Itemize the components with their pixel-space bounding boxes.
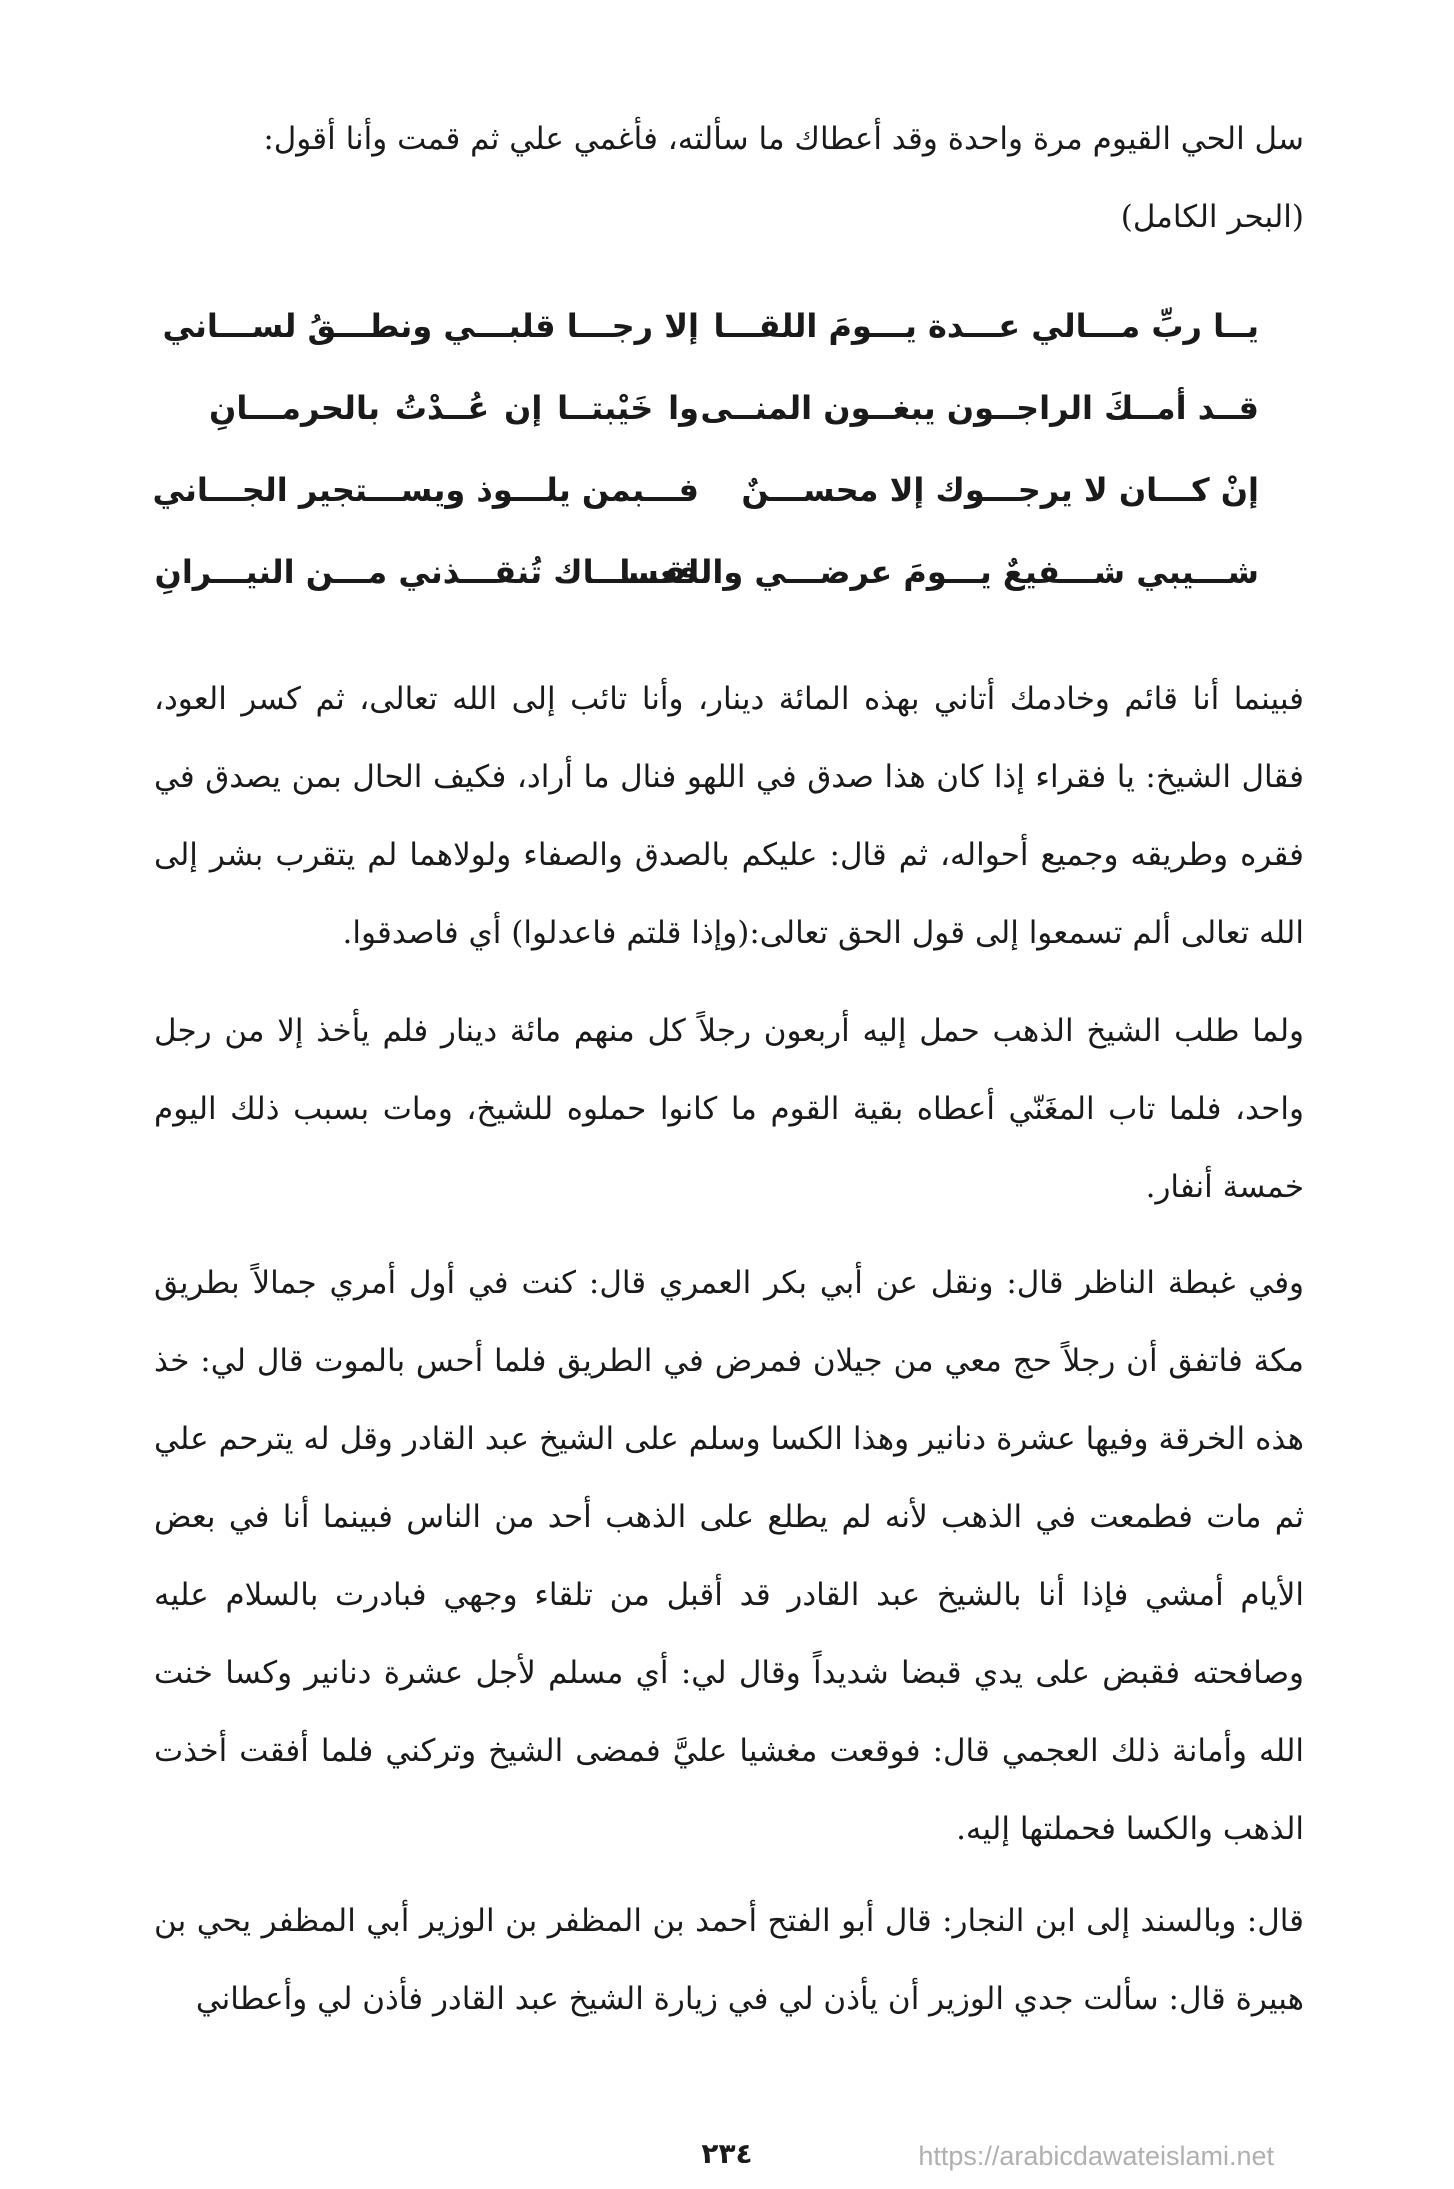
- intro-paragraph: [154, 100, 1304, 256]
- verse-first-hemistich: قــد أمــكَ الراجــون يبغــون المنــى: [700, 389, 1259, 427]
- poem-verse: [154, 531, 1259, 613]
- verse-second-hemistich: فعســـاك تُنقـــذني مـــن النيـــرانِ: [154, 553, 699, 591]
- verse-first-hemistich: إنْ كـــان لا يرجـــوك إلا محســـنٌ: [741, 471, 1259, 509]
- intro-line: سل الحي القيوم مرة واحدة وقد أعطاك ما سألته، فأغمي علي ثم قمت وأنا أقول:: [263, 121, 1304, 157]
- meter-label: (البحر الكامل): [1120, 199, 1304, 235]
- watermark-url: https://arabicdawateislami.net: [918, 2141, 1274, 2171]
- poem-verse: [152, 449, 1259, 531]
- poem: [152, 285, 1259, 613]
- verse-second-hemistich: إلا رجـــا قلبـــي ونطـــقُ لســـاني: [162, 307, 699, 345]
- page-number: ٢٣٤: [701, 2137, 753, 2170]
- body-paragraph: وفي غبطة الناظر قال: ونقل عن أبي بكر العمري قال: كنت في أول أمري جمالاً بطريق مكة فاتفق أن رجلاً حج معي من جيلان فمرض في الطريق فلما أحس بالموت قال لي: خذ هذه الخرقة وفيها عشرة دنانير وهذا الكسا وسلم على الشيخ عبد القادر وقل له يترحم علي ثم مات فطمعت في الذهب لأنه لم يطلع على الذهب أحد من الناس فبينما أنا في بعض الأيام أمشي فإذا أنا بالشيخ عبد القادر قد أقبل من تلقاء وجهي فبادرت بالسلام عليه وصافحته فقبض على يدي قبضا شديداً وقال لي: أي مسلم لأجل عشرة دنانير وكسا خنت الله وأمانة ذلك العجمي قال: فوقعت مغشيا عليَّ فمضى الشيخ وتركني فلما أفقت أخذت الذهب والكسا فحملتها إليه.: [154, 1265, 1304, 1847]
- poem-verse: [209, 367, 1259, 449]
- body-paragraph: فبينما أنا قائم وخادمك أتاني بهذه المائة دينار، وأنا تائب إلى الله تعالى، ثم كسر العود، فقال الشيخ: يا فقراء إذا كان هذا صدق في اللهو فنال ما أراد، فكيف الحال بمن يصدق في فقره وطريقه وجميع أحواله، ثم قال: عليكم بالصدق والصفاء ولولاهما لم يتقرب بشر إلى الله تعالى ألم تسمعوا إلى قول الحق تعالى:(وإذا قلتم فاعدلوا) أي فاصدقوا.: [154, 681, 1305, 951]
- verse-first-hemistich: شـــيبي شـــفيعٌ يـــومَ عرضـــي واللقـــا: [619, 553, 1259, 591]
- poem-verse: [162, 285, 1259, 367]
- body-paragraph: ولما طلب الشيخ الذهب حمل إليه أربعون رجلاً كل منهم مائة دينار فلم يأخذ إلا من رجل واحد، فلما تاب المغَنّي أعطاه بقية القوم ما كانوا حملوه للشيخ، ومات بسبب ذلك اليوم خمسة أنفار.: [154, 1013, 1304, 1205]
- verse-first-hemistich: يــا ربِّ مـــالي عـــدة يـــومَ اللقـــا: [713, 307, 1259, 345]
- verse-second-hemistich: فـــبمن يلـــوذ ويســـتجير الجـــاني: [152, 471, 699, 509]
- verse-second-hemistich: وا خَيْبتــا إن عُــدْتُ بالحرمـــانِ: [209, 389, 699, 427]
- body-paragraph: قال: وبالسند إلى ابن النجار: قال أبو الفتح أحمد بن المظفر بن الوزير أبي المظفر يحي بن هبيرة قال: سألت جدي الوزير أن يأذن لي في زيارة الشيخ عبد القادر فأذن لي وأعطاني: [154, 1903, 1304, 2017]
